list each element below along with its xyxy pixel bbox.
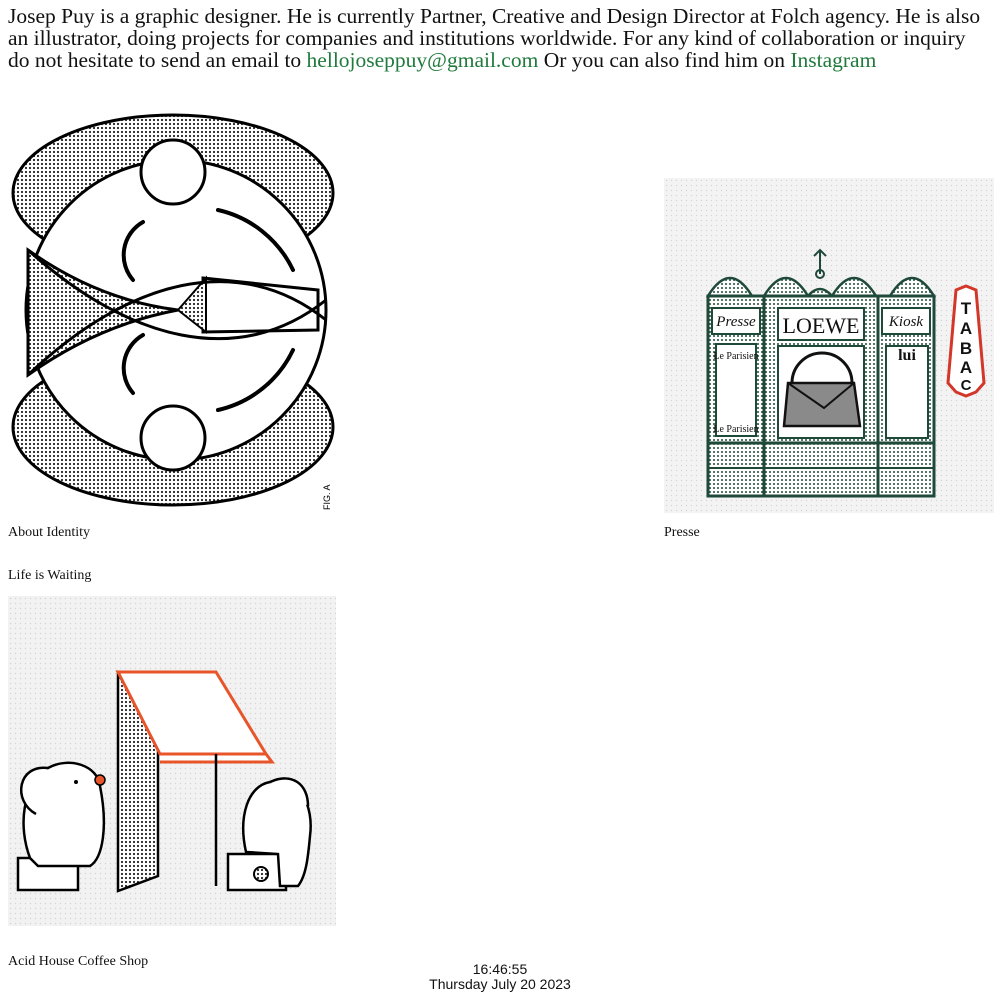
project-title-about-identity[interactable]: About Identity: [8, 525, 91, 540]
tabac-letter-b: B: [959, 339, 973, 358]
kiosk-sign: Kiosk: [888, 314, 924, 330]
tabac-letter-a2: A: [959, 358, 973, 377]
fig-a-label: FIG. A: [322, 484, 332, 510]
acid-house-coffee-shop-illustration[interactable]: [8, 596, 336, 926]
le-parisien-bottom: Le Parisien: [713, 424, 759, 435]
loewe-sign: LOEWE: [782, 313, 860, 338]
tabac-letter-c: C: [960, 377, 972, 394]
clock-date: Thursday July 20 2023: [429, 976, 571, 992]
clock: [0, 962, 1000, 992]
lui-sign: lui: [898, 347, 916, 364]
instagram-link[interactable]: Instagram: [790, 48, 877, 72]
presse-kiosk-illustration[interactable]: [664, 178, 994, 513]
project-title-life-is-waiting[interactable]: Life is Waiting: [8, 568, 92, 583]
bio-text: [8, 5, 988, 71]
project-title-presse[interactable]: Presse: [664, 525, 700, 540]
bio-middle: Or you can also find him on: [538, 48, 791, 72]
tabac-letter-t: T: [960, 299, 972, 318]
le-parisien-top: Le Parisien: [713, 351, 759, 362]
tabac-letter-a: A: [959, 319, 973, 338]
clock-time: 16:46:55: [472, 961, 528, 977]
email-link[interactable]: hellojoseppuy@gmail.com: [306, 48, 539, 72]
about-identity-illustration[interactable]: [8, 110, 338, 515]
bio-intro: Josep Puy is a graphic designer. He is currently Partner, Creative and Design Director at Folch agency. He is also an illustrator, doing projects for companies and institutions worldwide. For any kind of collaboration or inquiry do not hesitate to send an email to: [8, 4, 981, 72]
project-title-acid-house-coffee-shop[interactable]: Acid House Coffee Shop: [8, 954, 149, 969]
presse-sign: Presse: [716, 314, 756, 330]
